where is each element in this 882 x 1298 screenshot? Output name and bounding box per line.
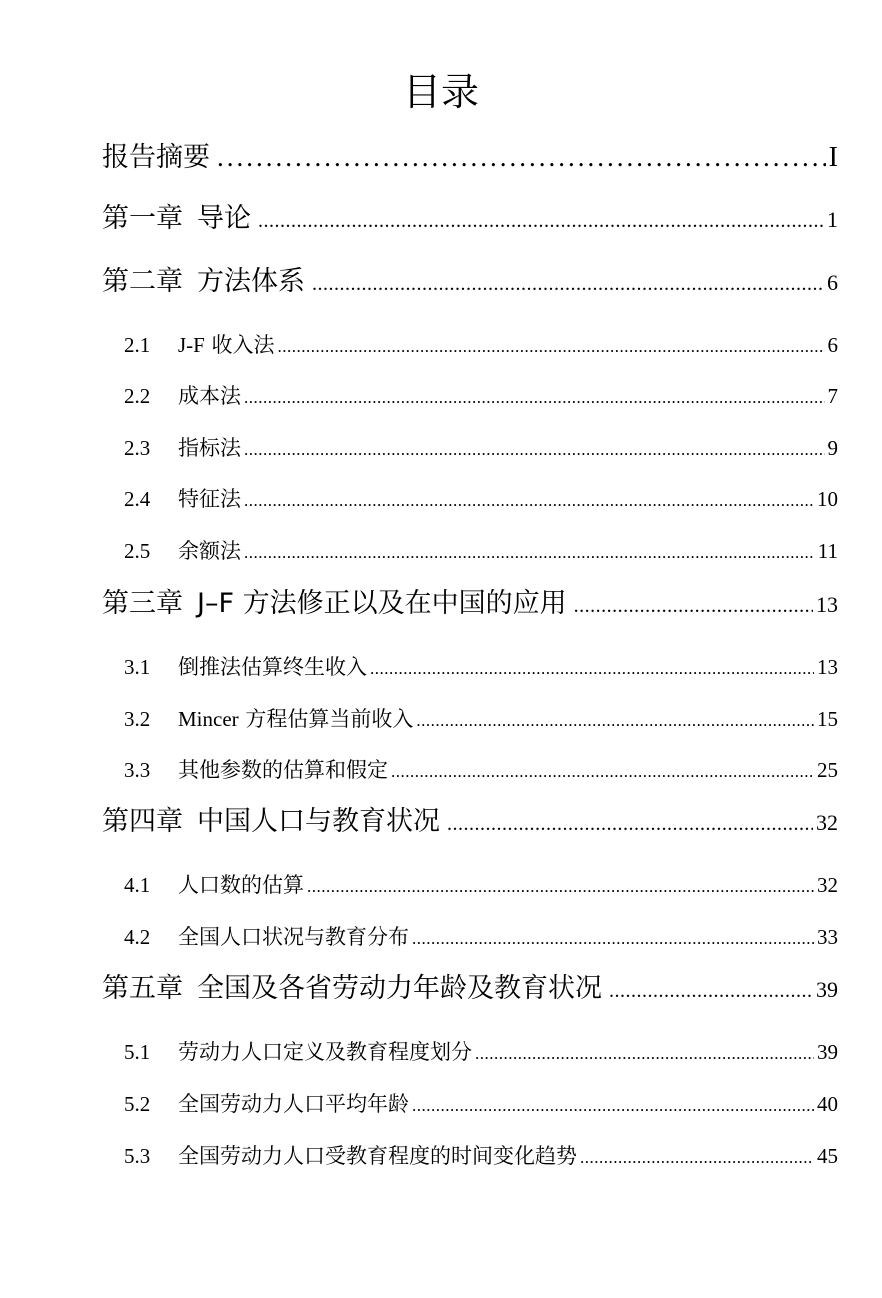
section-number: 4.1 bbox=[124, 873, 151, 897]
chapter-label: 第三章 bbox=[102, 588, 183, 619]
page-number: 11 bbox=[817, 539, 838, 563]
page-number: 1 bbox=[827, 207, 838, 232]
toc-entry-section-3-2[interactable] bbox=[124, 703, 838, 737]
toc-entry-section-2-2[interactable] bbox=[124, 380, 838, 414]
page-number: 39 bbox=[816, 977, 838, 1002]
page-number: 33 bbox=[817, 925, 838, 949]
toc-entry-section-3-1[interactable] bbox=[124, 651, 838, 685]
toc-entry-section-2-5[interactable] bbox=[124, 535, 838, 569]
entry-title: 报告摘要 bbox=[102, 142, 210, 173]
dot-leader bbox=[609, 971, 813, 1011]
dot-leader bbox=[217, 137, 826, 177]
page-number: 10 bbox=[817, 487, 838, 511]
toc-entry-chapter-2[interactable] bbox=[102, 262, 838, 304]
dot-leader bbox=[391, 756, 814, 788]
dot-leader bbox=[416, 705, 814, 737]
dot-leader bbox=[244, 537, 815, 569]
toc-entry-section-2-3[interactable] bbox=[124, 432, 838, 466]
entry-title bbox=[178, 329, 275, 361]
page-number: 13 bbox=[816, 592, 838, 617]
entry-title bbox=[102, 262, 305, 302]
page-number: 9 bbox=[827, 436, 838, 460]
section-title-latin: Mincer bbox=[178, 707, 239, 731]
page-number: 6 bbox=[827, 270, 838, 295]
entry-title: 全国劳动力人口受教育程度的时间变化趋势 bbox=[178, 1144, 577, 1168]
section-number: 3.1 bbox=[124, 655, 151, 679]
entry-title bbox=[102, 199, 251, 239]
dot-leader bbox=[574, 586, 813, 626]
toc-entry-section-2-4[interactable] bbox=[124, 483, 838, 517]
chapter-label: 第五章 bbox=[102, 973, 183, 1004]
entry-title bbox=[102, 584, 567, 624]
entry-title: 全国劳动力人口平均年龄 bbox=[178, 1092, 409, 1116]
section-title: 收入法 bbox=[211, 333, 275, 357]
toc-entry-section-4-2[interactable] bbox=[124, 921, 838, 955]
entry-title: 倒推法估算终生收入 bbox=[178, 655, 367, 679]
section-number: 2.2 bbox=[124, 384, 151, 408]
section-number: 2.4 bbox=[124, 487, 151, 511]
dot-leader bbox=[258, 201, 824, 241]
page-number: 7 bbox=[827, 384, 838, 408]
toc-entry-section-4-1[interactable] bbox=[124, 869, 838, 903]
chapter-title: 方法体系 bbox=[197, 266, 305, 297]
dot-leader bbox=[307, 871, 814, 903]
toc-entry-chapter-1[interactable] bbox=[102, 199, 838, 241]
section-title: 方程估算当前收入 bbox=[245, 707, 414, 731]
section-number: 2.5 bbox=[124, 539, 151, 563]
dot-leader bbox=[475, 1038, 814, 1070]
section-title-latin: J-F bbox=[178, 333, 205, 357]
entry-title: 指标法 bbox=[178, 436, 241, 460]
section-number: 3.3 bbox=[124, 758, 151, 782]
entry-title: 全国人口状况与教育分布 bbox=[178, 925, 409, 949]
toc-entry-section-2-1[interactable] bbox=[124, 329, 838, 363]
dot-leader bbox=[412, 1090, 814, 1122]
page-number: 13 bbox=[817, 655, 838, 679]
toc-entry-section-5-3[interactable] bbox=[124, 1140, 838, 1174]
page-number: 32 bbox=[817, 873, 838, 897]
entry-title bbox=[102, 802, 440, 842]
toc-entry-summary[interactable] bbox=[102, 137, 838, 178]
entry-title bbox=[178, 703, 413, 735]
page-number: 32 bbox=[816, 810, 838, 835]
dot-leader bbox=[312, 264, 824, 304]
section-number: 5.2 bbox=[124, 1092, 151, 1116]
toc-entry-section-5-2[interactable] bbox=[124, 1088, 838, 1122]
toc-title: 目录 bbox=[402, 70, 479, 114]
page-number: 45 bbox=[817, 1144, 838, 1168]
chapter-label: 第一章 bbox=[102, 203, 183, 234]
section-number: 4.2 bbox=[124, 925, 151, 949]
chapter-title: 中国人口与教育状况 bbox=[197, 806, 440, 837]
entry-title: 其他参数的估算和假定 bbox=[178, 758, 388, 782]
dot-leader bbox=[244, 485, 814, 517]
toc-entry-chapter-4[interactable] bbox=[102, 802, 838, 844]
toc-entry-section-3-3[interactable] bbox=[124, 754, 838, 788]
section-number: 2.1 bbox=[124, 333, 151, 357]
toc-entry-chapter-3[interactable] bbox=[102, 584, 838, 626]
chapter-title: J–F 方法修正以及在中国的应用 bbox=[197, 588, 567, 619]
section-number: 5.1 bbox=[124, 1040, 151, 1064]
chapter-label: 第四章 bbox=[102, 806, 183, 837]
toc-entry-chapter-5[interactable] bbox=[102, 969, 838, 1011]
page-number: 15 bbox=[817, 707, 838, 731]
toc-entry-section-5-1[interactable] bbox=[124, 1036, 838, 1070]
dot-leader bbox=[370, 653, 814, 685]
dot-leader bbox=[278, 331, 825, 363]
chapter-title: 导论 bbox=[197, 203, 251, 234]
dot-leader bbox=[244, 434, 825, 466]
page-number: 6 bbox=[827, 333, 838, 357]
entry-title: 成本法 bbox=[178, 384, 241, 408]
entry-title: 劳动力人口定义及教育程度划分 bbox=[178, 1040, 472, 1064]
entry-title bbox=[102, 969, 602, 1009]
entry-title: 人口数的估算 bbox=[178, 873, 304, 897]
dot-leader bbox=[412, 923, 814, 955]
section-number: 3.2 bbox=[124, 707, 151, 731]
dot-leader bbox=[244, 382, 825, 414]
dot-leader bbox=[447, 804, 813, 844]
page-number: I bbox=[828, 142, 838, 173]
dot-leader bbox=[580, 1142, 814, 1174]
entry-title: 余额法 bbox=[178, 539, 241, 563]
page-number: 40 bbox=[817, 1092, 838, 1116]
page-number: 39 bbox=[817, 1040, 838, 1064]
entry-title: 特征法 bbox=[178, 487, 241, 511]
page-number: 25 bbox=[817, 758, 838, 782]
chapter-title: 全国及各省劳动力年龄及教育状况 bbox=[197, 973, 602, 1004]
section-number: 2.3 bbox=[124, 436, 151, 460]
chapter-label: 第二章 bbox=[102, 266, 183, 297]
section-number: 5.3 bbox=[124, 1144, 151, 1168]
